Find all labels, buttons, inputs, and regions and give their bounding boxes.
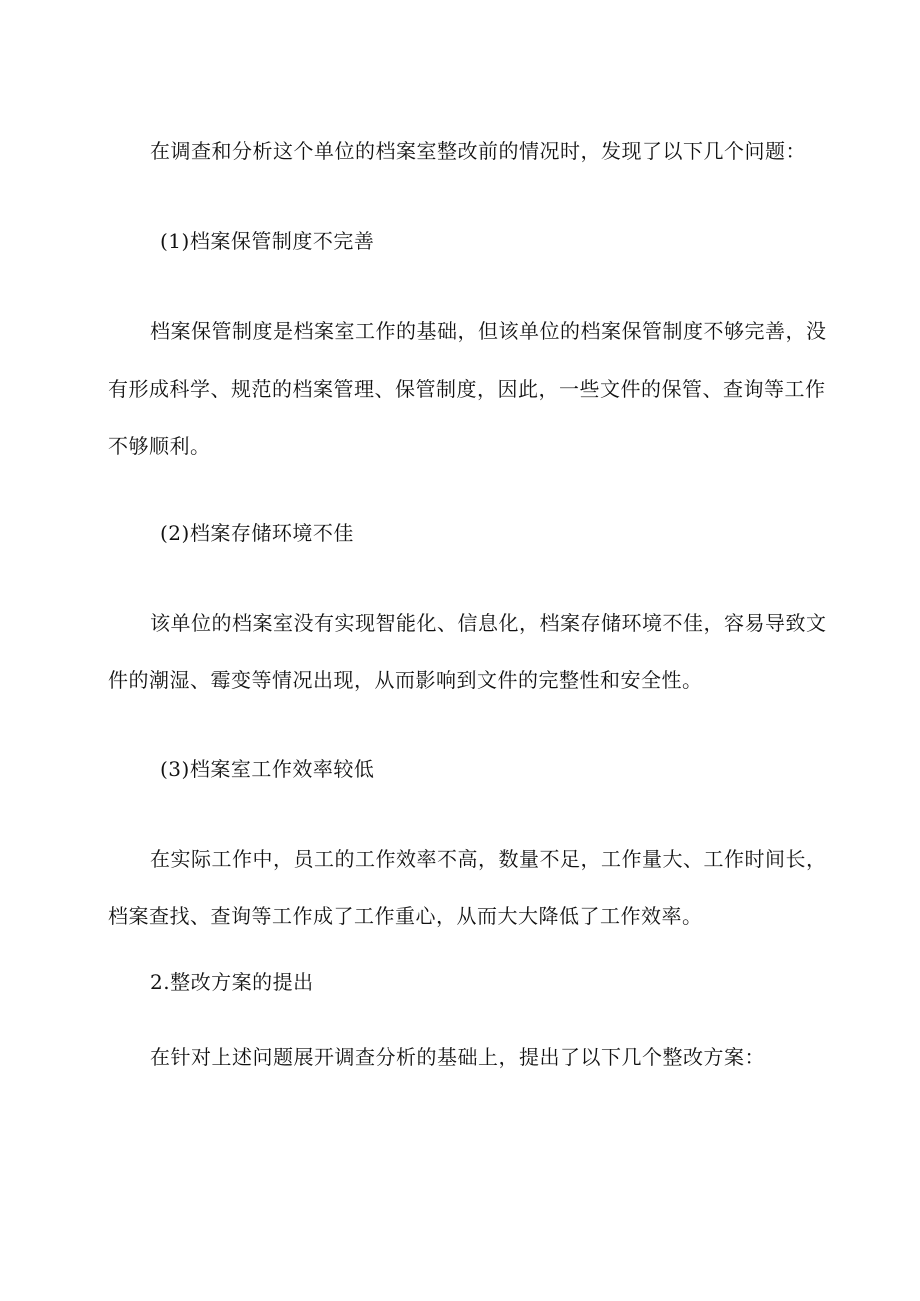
section-2-line-1: 该单位的档案室没有实现智能化、信息化，档案存储环境不佳，容易导致文 [150, 611, 827, 635]
intro-paragraph: 在调查和分析这个单位的档案室整改前的情况时，发现了以下几个问题： [150, 139, 806, 163]
section-1-line-2: 有形成科学、规范的档案管理、保管制度，因此，一些文件的保管、查询等工作 [108, 377, 826, 401]
section-3-line-1: 在实际工作中，员工的工作效率不高，数量不足，工作量大、工作时间长， [150, 847, 827, 871]
section-2-heading: (2)档案存储环境不佳 [160, 521, 354, 545]
part-2-heading: 2.整改方案的提出 [150, 970, 314, 994]
section-3-heading: (3)档案室工作效率较低 [160, 757, 375, 781]
section-1-line-1: 档案保管制度是档案室工作的基础，但该单位的档案保管制度不够完善，没 [150, 319, 827, 343]
section-2-line-2: 件的潮湿、霉变等情况出现，从而影响到文件的完整性和安全性。 [108, 668, 703, 692]
section-1-line-3: 不够顺利。 [108, 434, 211, 458]
section-3-line-2: 档案查找、查询等工作成了工作重心，从而大大降低了工作效率。 [108, 904, 703, 928]
section-1-heading: (1)档案保管制度不完善 [160, 229, 375, 253]
part-2-intro: 在针对上述问题展开调查分析的基础上，提出了以下几个整改方案： [150, 1045, 765, 1069]
